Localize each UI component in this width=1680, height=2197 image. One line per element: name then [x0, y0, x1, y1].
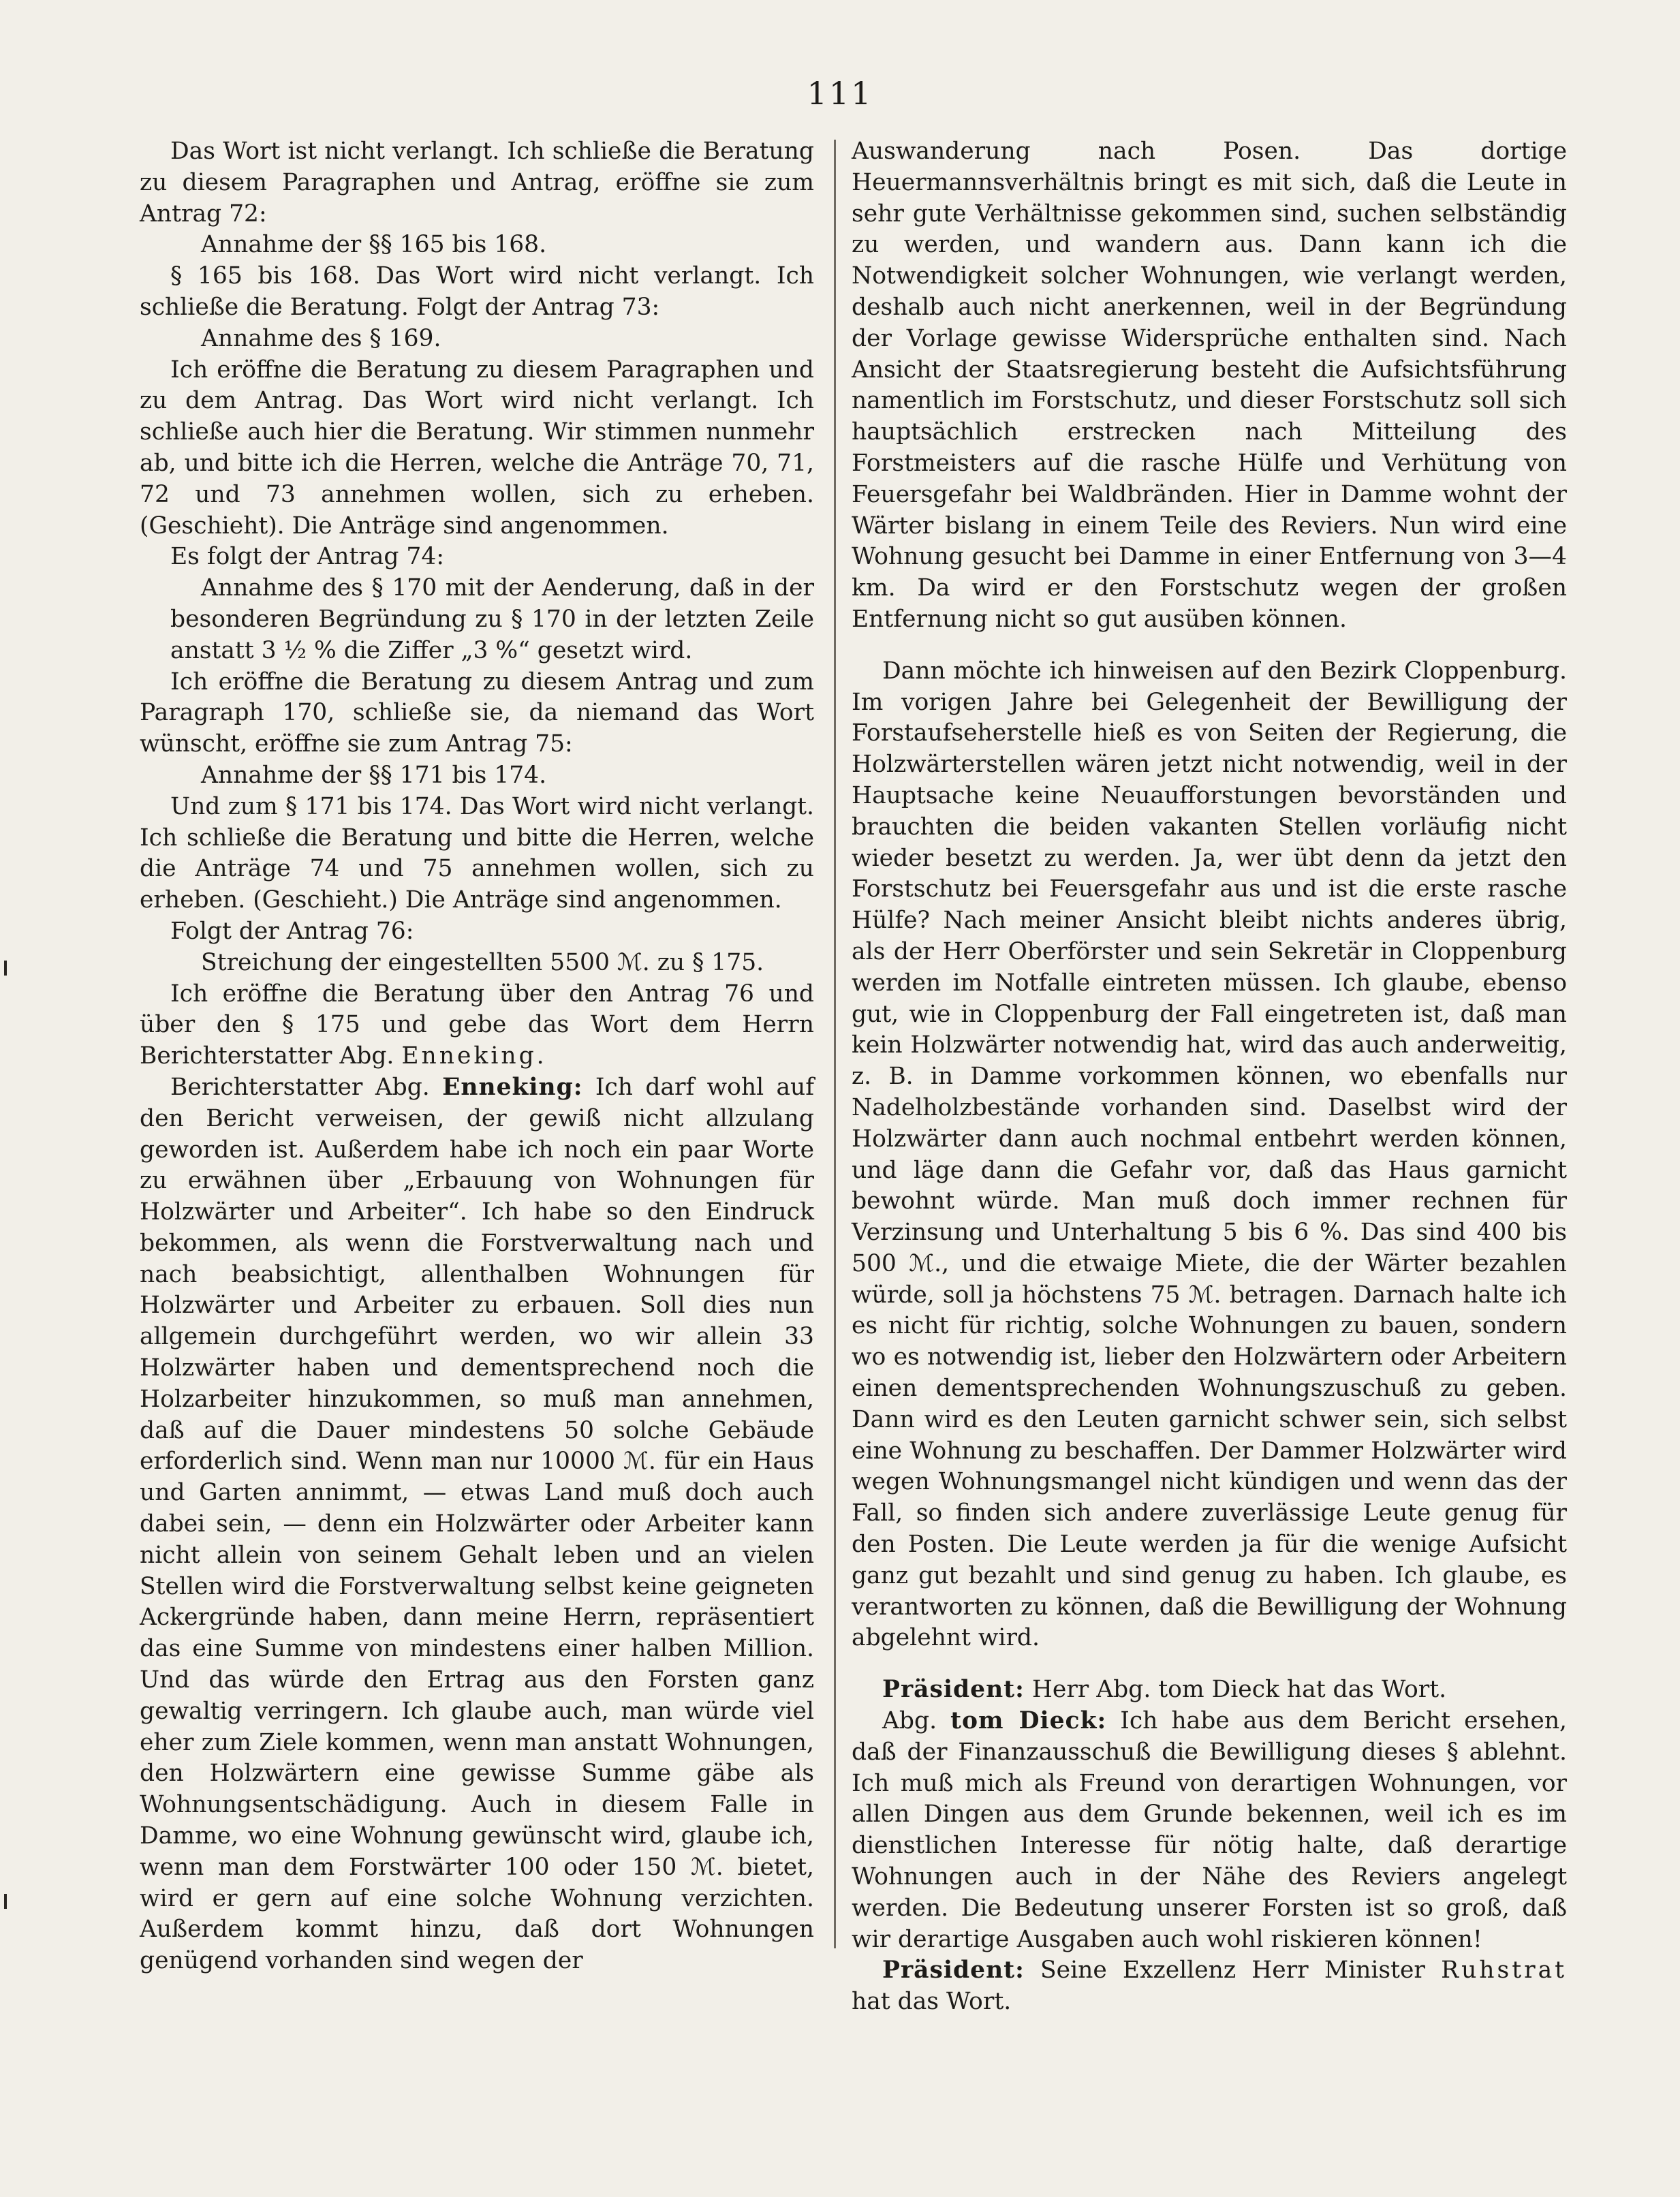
- minister-name: Ruhstrat: [1441, 1957, 1568, 1984]
- margin-mark: [4, 1894, 7, 1909]
- speech-text: Seine Exzellenz Herr Minister: [1040, 1957, 1425, 1984]
- paragraph: Folgt der Antrag 76:: [170, 917, 414, 945]
- speaker-name: Präsident:: [882, 1957, 1025, 1984]
- paragraph: Ich eröffne die Beratung zu diesem Antrag und zum Paragraph 170, schließe sie, da niemand das Wort wünscht, eröffne sie zum Antrag 75:: [140, 668, 814, 758]
- resolution: Annahme der §§ 171 bis 174.: [201, 761, 547, 789]
- speaker-role: Berichterstatter Abg.: [170, 1073, 430, 1101]
- paragraph: [140, 979, 814, 1072]
- paragraph: Ich eröffne die Beratung zu diesem Paragraphen und zu dem Antrag. Das Wort wird nicht verlangt. Ich schließe auch hier die Beratung. Wir stimmen nunmehr ab, und bitte ich die Herren, welche die Anträge 70, 71, 72 und 73 annehmen wollen, sich zu erheben. (Geschieht). Die Anträge sind angenommen.: [140, 356, 814, 540]
- speech-text: hat das Wort.: [852, 1988, 1012, 2016]
- speech-text: Ich habe aus dem Bericht ersehen, daß der Finanzausschuß die Bewilligung dieses § ablehnt. Ich muß mich als Freund von derartigen Wohnungen, vor allen Dingen aus dem Grunde bekennen, weil ich es im dienstlichen Interesse für nötig halte, daß derartige Wohnungen auch in der Nähe des Reviers angelegt werden. Die Bedeutung unserer Forsten ist so groß, daß wir derartige Ausgaben auch wohl riskieren können!: [852, 1707, 1568, 1953]
- speech: [852, 1706, 1567, 1955]
- speaker-name: tom Dieck:: [950, 1707, 1107, 1735]
- paragraph: Es folgt der Antrag 74:: [170, 543, 444, 571]
- speech-text: Herr Abg. tom Dieck hat das Wort.: [1031, 1676, 1447, 1704]
- paragraph: Das Wort ist nicht verlangt. Ich schließe die Beratung zu diesem Paragraphen und Antrag, eröffne sie zum Antrag 72:: [140, 138, 814, 228]
- column-divider: [834, 140, 836, 1948]
- resolution: Streichung der eingestellten 5500 ℳ. zu § 175.: [201, 948, 764, 976]
- speech: [852, 1674, 1567, 1706]
- speech: [852, 1955, 1567, 2018]
- speaker-role: Abg.: [882, 1707, 937, 1735]
- speaker-name: Enneking.: [401, 1042, 547, 1070]
- paragraph: § 165 bis 168. Das Wort wird nicht verlangt. Ich schließe die Beratung. Folgt der Antrag 73:: [140, 262, 814, 321]
- page-number: 111: [807, 75, 873, 112]
- speech: [140, 1072, 814, 1977]
- paragraph: Dann möchte ich hinweisen auf den Bezirk Cloppenburg. Im vorigen Jahre bei Gelegenheit der Bewilligung der Forstaufseherstelle hieß es von Seiten der Regierung, die Holzwärterstellen wären jetzt nicht notwendig, weil in der Hauptsache keine Neuaufforstungen bevorständen und brauchten die beiden vakanten Stellen vorläufig nicht wieder besetzt zu werden. Ja, wer übt denn da jetzt den Forstschutz bei Feuersgefahr aus und ist die erste rasche Hülfe? Nach meiner Ansicht bleibt nichts anderes übrig, als der Herr Oberförster und sein Sekretär in Cloppenburg werden im Notfalle eintreten müssen. Ich glaube, ebenso gut, wie in Cloppenburg der Fall eingetreten ist, daß man kein Holzwärter notwendig hat, wird das auch anderweitig, z. B. in Damme vorkommen können, wo ebenfalls nur Nadelholzbestände vorhanden sind. Daselbst wird der Holzwärter dann auch nochmal entbehrt werden können, und läge dann die Gefahr vor, daß das Haus garnicht bewohnt würde. Man muß doch immer rechnen für Verzinsung und Unterhaltung 5 bis 6 %. Das sind 400 bis 500 ℳ., und die etwaige Miete, die der Wärter bezahlen würde, soll ja höchstens 75 ℳ. betragen. Darnach halte ich es nicht für richtig, solche Wohnungen zu bauen, sondern wo es notwendig ist, lieber den Holzwärtern oder Arbeitern einen dementsprechenden Wohnungszuschuß zu geben. Dann wird es den Leuten garnicht schwer sein, sich selbst eine Wohnung zu beschaffen. Der Dammer Holzwärter wird wegen Wohnungsmangel nicht kündigen und wenn das der Fall, so finden sich andere zuverlässige Leute genug für den Posten. Die Leute werden ja für die wenige Aufsicht ganz gut bezahlt und sind genug zu haben. Ich glaube, es verantworten zu können, daß die Bewilligung der Wohnung abgelehnt wird.: [852, 657, 1567, 1652]
- speaker-name: Enneking:: [442, 1073, 583, 1101]
- paragraph-text: Ich eröffne die Beratung über den Antrag 76 und über den § 175 und gebe das Wort dem Herrn Berichterstatter Abg.: [140, 980, 814, 1070]
- paragraph: Und zum § 171 bis 174. Das Wort wird nicht verlangt. Ich schließe die Beratung und bitte die Herren, welche die Anträge 74 und 75 annehmen wollen, sich zu erheben. (Geschieht.) Die Anträge sind angenommen.: [140, 792, 814, 914]
- resolution: Annahme des § 169.: [201, 324, 441, 352]
- margin-mark: [4, 961, 7, 976]
- resolution: Annahme der §§ 165 bis 168.: [201, 231, 547, 259]
- speaker-name: Präsident:: [882, 1676, 1025, 1704]
- resolution: Annahme des § 170 mit der Aenderung, daß in der besonderen Begründung zu § 170 in der letzten Zeile anstatt 3 ½ % die Ziffer „3 %“ gesetzt wird.: [170, 574, 814, 664]
- right-column: [852, 136, 1567, 2018]
- speech-text: Ich darf wohl auf den Bericht verweisen, der gewiß nicht allzulang geworden ist. Außerdem habe ich noch ein paar Worte zu erwähnen über „Erbauung von Wohnungen für Holzwärter und Arbeiter“. Ich habe so den Eindruck bekommen, als wenn die Forstverwaltung nach und nach beabsichtigt, allenthalben Wohnungen für Holzwärter und Arbeiter zu erbauen. Soll dies nun allgemein durchgeführt werden, wo wir allein 33 Holzwärter haben und dementsprechend noch die Holzarbeiter hinzukommen, so muß man annehmen, daß auf die Dauer mindestens 50 solche Gebäude erforderlich sind. Wenn man nur 10000 ℳ. für ein Haus und Garten annimmt, — etwas Land muß doch auch dabei sein, — denn ein Holzwärter oder Arbeiter kann nicht allein von seinem Gehalt leben und an vielen Stellen wird die Forstverwaltung selbst keine geigneten Ackergründe haben, dann meine Herrn, repräsentiert das eine Summe von mindestens einer halben Million. Und das würde den Ertrag aus den Forsten ganz gewaltig verringern. Ich glaube auch, man würde viel eher zum Ziele kommen, wenn man anstatt Wohnungen, den Holzwärtern eine gewisse Summe gäbe als Wohnungsentschädigung. Auch in diesem Falle in Damme, wo eine Wohnung gewünscht wird, glaube ich, wenn man dem Forstwärter 100 oder 150 ℳ. bietet, wird er gern auf eine solche Wohnung verzichten. Außerdem kommt hinzu, daß dort Wohnungen genügend vorhanden sind wegen der: [140, 1073, 815, 1975]
- left-column: [140, 136, 814, 1977]
- paragraph: Auswanderung nach Posen. Das dortige Heuermannsverhältnis bringt es mit sich, daß die Leute in sehr gute Verhältnisse gekommen sind, suchen selbständig zu werden, und wandern aus. Dann kann ich die Notwendigkeit solcher Wohnungen, wie verlangt werden, deshalb auch nicht anerkennen, weil in der Begründung der Vorlage gewisse Widersprüche enthalten sind. Nach Ansicht der Staatsregierung besteht die Aufsichtsführung namentlich im Forstschutz, und dieser Forstschutz soll sich hauptsächlich erstrecken nach Mitteilung des Forstmeisters auf die rasche Hülfe und Verhütung von Feuersgefahr bei Waldbränden. Hier in Damme wohnt der Wärter bislang in einem Teile des Reviers. Nun wird eine Wohnung gesucht bei Damme in einer Entfernung von 3—4 km. Da wird er den Forstschutz wegen der großen Entfernung nicht so gut ausüben können.: [852, 138, 1567, 633]
